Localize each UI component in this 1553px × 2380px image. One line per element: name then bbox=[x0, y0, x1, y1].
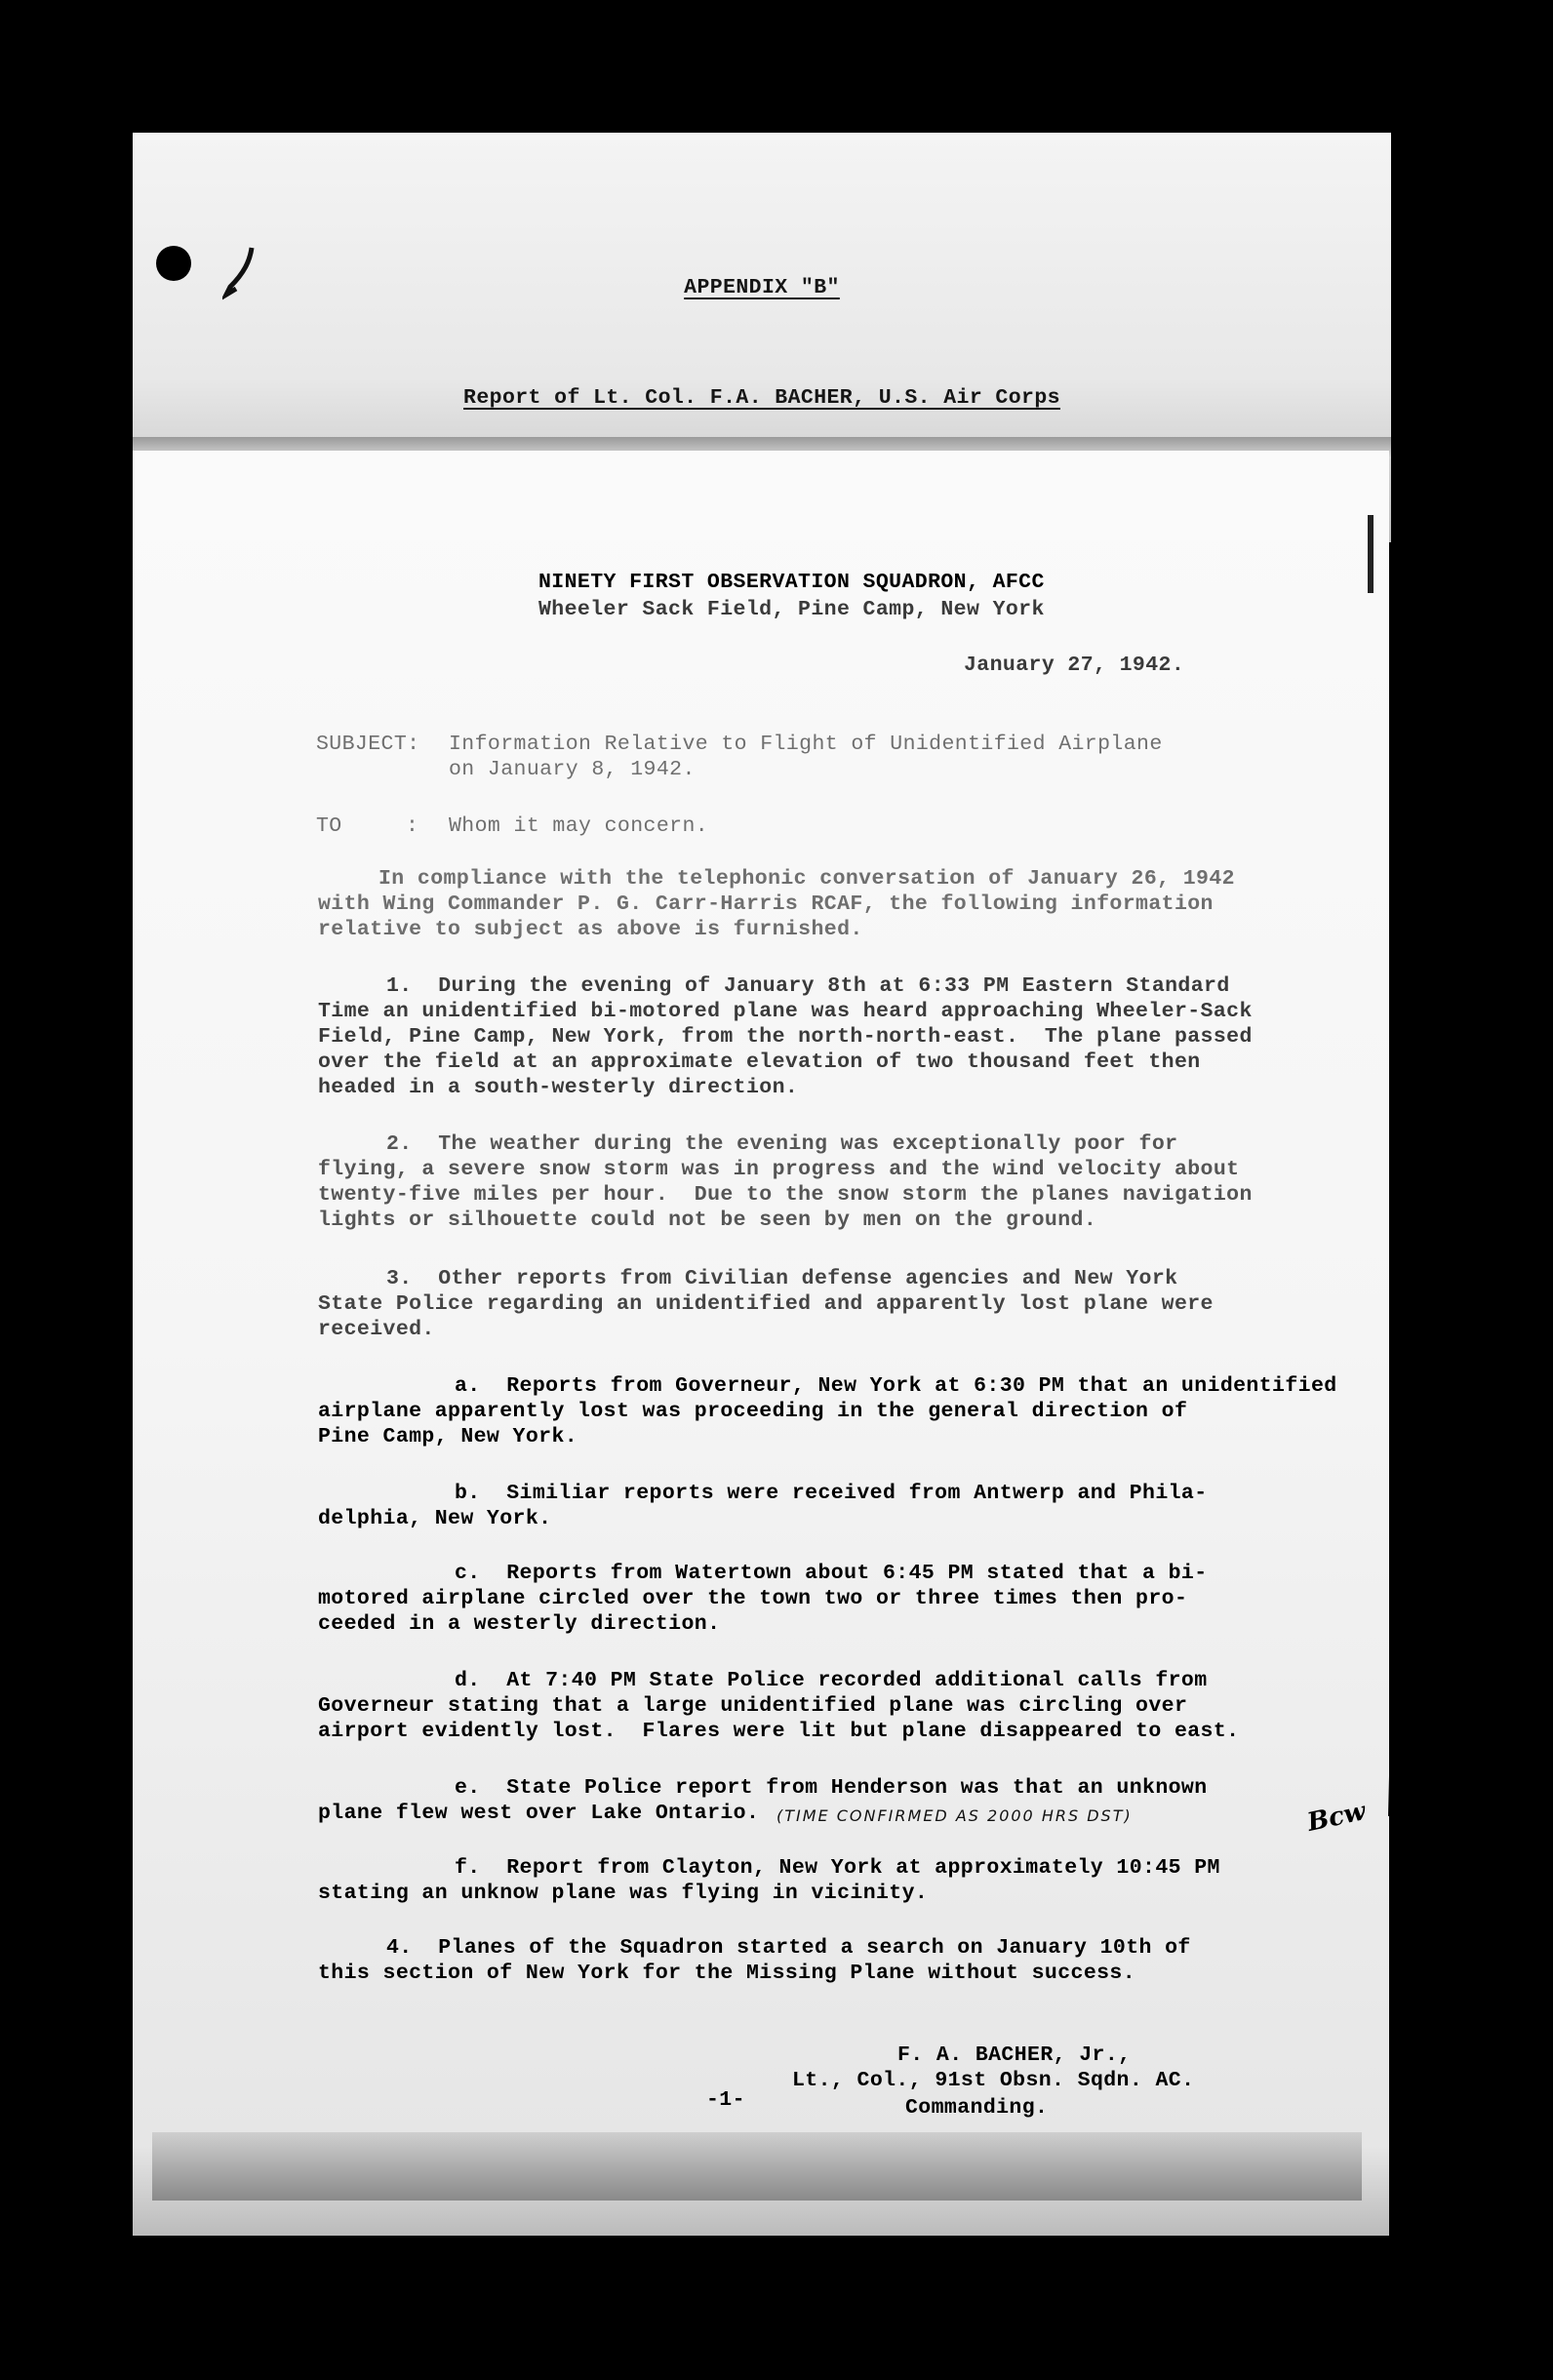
subparagraph-f bbox=[318, 1855, 1220, 1906]
paragraph-line: State Police regarding an unidentified and apparently lost plane were bbox=[318, 1292, 1214, 1316]
letter-date: January 27, 1942. bbox=[964, 654, 1185, 677]
handwritten-annotation: (TIME CONFIRMED AS 2000 HRS DST) bbox=[776, 1806, 1133, 1825]
paragraph-line: motored airplane circled over the town two or three times then pro- bbox=[318, 1587, 1188, 1610]
paragraph-line: twenty-five miles per hour. Due to the snow storm the planes navigation bbox=[318, 1183, 1253, 1207]
paragraph-line: airplane apparently lost was proceeding in the general direction of bbox=[318, 1400, 1188, 1423]
paragraph-line: lights or silhouette could not be seen by men on the ground. bbox=[318, 1209, 1097, 1232]
paragraph-line: ceeded in a westerly direction. bbox=[318, 1612, 721, 1636]
handwritten-initials: Bcw bbox=[1304, 1797, 1369, 1838]
page-number: -1- bbox=[706, 2088, 745, 2112]
paragraph-3 bbox=[318, 1266, 1214, 1342]
paragraph-line: b. Similiar reports were received from Antwerp and Phila- bbox=[455, 1482, 1208, 1505]
signature-name: F. A. BACHER, Jr., bbox=[897, 2043, 1132, 2067]
edge-mark bbox=[1368, 515, 1374, 593]
subparagraph-a bbox=[318, 1373, 1337, 1449]
report-title: Report of Lt. Col. F.A. BACHER, U.S. Air Corps bbox=[463, 386, 1060, 410]
paragraph-line: flying, a severe snow storm was in progress and the wind velocity about bbox=[318, 1158, 1240, 1181]
to-separator: : bbox=[406, 814, 419, 838]
intro-paragraph bbox=[318, 866, 1235, 942]
paragraph-line: over the field at an approximate elevation of two thousand feet then bbox=[318, 1051, 1201, 1074]
intro-line: with Wing Commander P. G. Carr-Harris RCAF, the following information bbox=[318, 892, 1214, 916]
signature-title: Lt., Col., 91st Obsn. Sqdn. AC. bbox=[792, 2069, 1195, 2092]
paragraph-line: e. State Police report from Henderson was that an unknown bbox=[455, 1776, 1208, 1800]
paragraph-line: a. Reports from Governeur, New York at 6:30 PM that an unidentified bbox=[455, 1374, 1337, 1398]
paragraph-line: Pine Camp, New York. bbox=[318, 1425, 578, 1448]
paragraph-1 bbox=[318, 973, 1253, 1100]
paragraph-line: f. Report from Clayton, New York at approximately 10:45 PM bbox=[455, 1856, 1220, 1880]
paragraph-line: delphia, New York. bbox=[318, 1507, 552, 1530]
paragraph-line: 3. Other reports from Civilian defense agencies and New York bbox=[386, 1267, 1178, 1290]
intro-line: relative to subject as above is furnished. bbox=[318, 918, 863, 941]
paragraph-line: 2. The weather during the evening was exceptionally poor for bbox=[386, 1132, 1178, 1156]
appendix-label: APPENDIX "B" bbox=[684, 276, 840, 299]
signature-role: Commanding. bbox=[905, 2096, 1049, 2120]
paragraph-line: Field, Pine Camp, New York, from the north-north-east. The plane passed bbox=[318, 1025, 1253, 1049]
to-label: TO bbox=[316, 814, 342, 838]
letter-heading-1: NINETY FIRST OBSERVATION SQUADRON, AFCC bbox=[538, 571, 1045, 594]
to-value: Whom it may concern. bbox=[449, 814, 709, 838]
letter-heading-2: Wheeler Sack Field, Pine Camp, New York bbox=[538, 598, 1045, 621]
paragraph-line: 1. During the evening of January 8th at 6:33 PM Eastern Standard bbox=[386, 974, 1230, 998]
subparagraph-b bbox=[318, 1481, 1208, 1531]
paragraph-line: received. bbox=[318, 1318, 435, 1341]
paragraph-line: 4. Planes of the Squadron started a search on January 10th of bbox=[386, 1936, 1191, 1960]
subject-line-1: Information Relative to Flight of Unidentified Airplane bbox=[449, 733, 1163, 756]
subject-line-2: on January 8, 1942. bbox=[449, 758, 696, 781]
paragraph-line: stating an unknow plane was flying in vicinity. bbox=[318, 1882, 929, 1905]
paragraph-line: d. At 7:40 PM State Police recorded additional calls from bbox=[455, 1669, 1208, 1692]
paragraph-line: airport evidently lost. Flares were lit but plane disappeared to east. bbox=[318, 1720, 1240, 1743]
subparagraph-d bbox=[318, 1668, 1239, 1744]
bracket-mark-icon bbox=[1385, 1732, 1409, 1820]
paragraph-line: Governeur stating that a large unidentified plane was circling over bbox=[318, 1694, 1188, 1718]
intro-line: In compliance with the telephonic conversation of January 26, 1942 bbox=[378, 867, 1235, 891]
paragraph-line: Time an unidentified bi-motored plane was heard approaching Wheeler-Sack bbox=[318, 1000, 1253, 1023]
subparagraph-c bbox=[318, 1561, 1208, 1637]
sheet-bottom-edge bbox=[152, 2132, 1362, 2201]
paragraph-4 bbox=[318, 1935, 1191, 1986]
paragraph-2 bbox=[318, 1131, 1253, 1233]
paragraph-line: this section of New York for the Missing Plane without success. bbox=[318, 1962, 1136, 1985]
subject-label: SUBJECT: bbox=[316, 733, 420, 756]
paragraph-line: c. Reports from Watertown about 6:45 PM stated that a bi- bbox=[455, 1562, 1208, 1585]
paragraph-line: headed in a south-westerly direction. bbox=[318, 1076, 799, 1099]
paragraph-line: plane flew west over Lake Ontario. bbox=[318, 1802, 760, 1825]
